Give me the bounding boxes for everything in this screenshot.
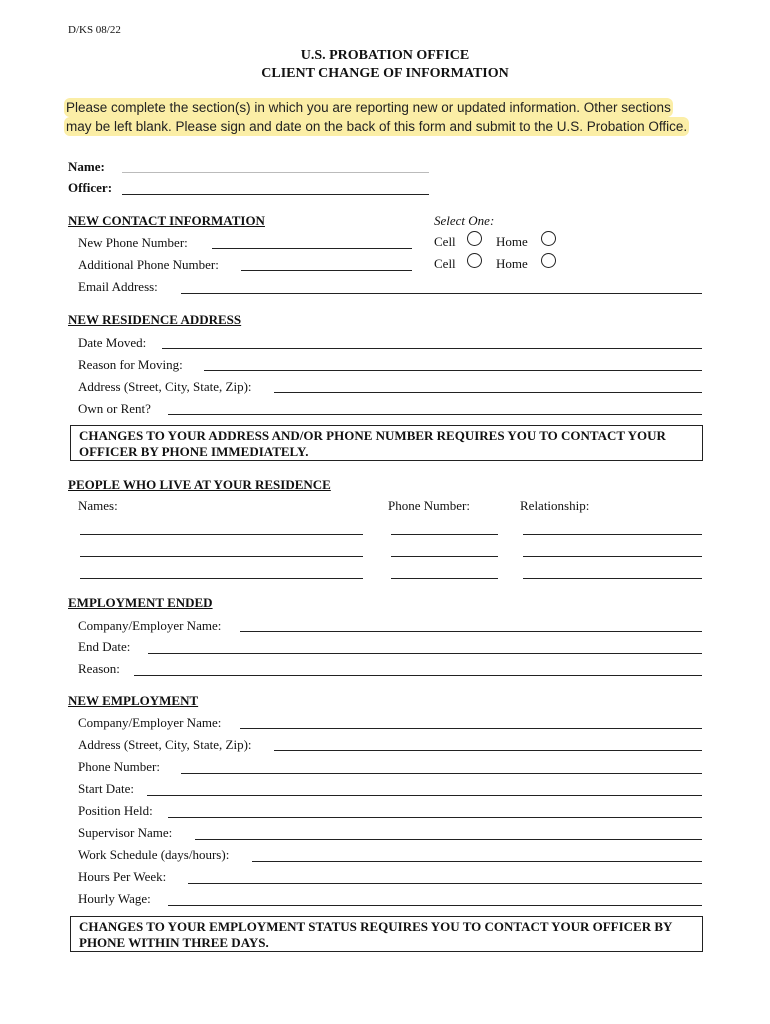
residence-address-label: Address (Street, City, State, Zip): [78,379,252,394]
people-relationship-label: Relationship: [520,498,590,513]
resident-phone-field-2[interactable] [391,556,498,557]
residence-heading: NEW RESIDENCE ADDRESS [68,312,242,327]
address-warning-box: CHANGES TO YOUR ADDRESS AND/OR PHONE NUMBER REQUIRES YOU TO CONTACT YOUR OFFICER BY PHONE IMMEDIATELY. [70,425,703,461]
office-title: U.S. PROBATION OFFICE [300,48,470,63]
instructions-line-2: may be left blank. Please sign and date on the back of this form and submit to the U.S. Probation Office. [66,119,688,134]
reason-moving-field[interactable] [204,370,702,371]
instructions-notice [66,98,706,136]
form-code: D/KS 08/22 [68,24,121,36]
employer-address-label: Address (Street, City, State, Zip): [78,737,252,752]
resident-relationship-field-3[interactable] [523,578,702,579]
additional-phone-label: Additional Phone Number: [78,257,219,272]
new-company-field[interactable] [240,728,702,729]
instructions-line-1: Please complete the section(s) in which you are reporting new or updated information. Other sections [66,100,671,115]
home-radio-2[interactable] [541,253,556,268]
officer-field[interactable] [122,194,429,195]
hours-field[interactable] [188,883,702,884]
wage-field[interactable] [168,905,702,906]
resident-name-field-1[interactable] [80,534,363,535]
resident-name-field-2[interactable] [80,556,363,557]
resident-name-field-3[interactable] [80,578,363,579]
cell-label-1: Cell [434,234,456,249]
employer-address-field[interactable] [274,750,702,751]
supervisor-field[interactable] [195,839,702,840]
employment-ended-heading: EMPLOYMENT ENDED [68,595,213,610]
cell-label-2: Cell [434,256,456,271]
resident-relationship-field-2[interactable] [523,556,702,557]
start-date-field[interactable] [147,795,702,796]
date-moved-field[interactable] [162,348,702,349]
new-company-label: Company/Employer Name: [78,715,222,730]
email-label: Email Address: [78,279,158,294]
new-phone-field[interactable] [212,248,412,249]
own-rent-label: Own or Rent? [78,401,151,416]
resident-phone-field-1[interactable] [391,534,498,535]
schedule-label: Work Schedule (days/hours): [78,847,230,862]
hours-label: Hours Per Week: [78,869,167,884]
date-moved-label: Date Moved: [78,335,147,350]
residence-address-field[interactable] [274,392,702,393]
name-label: Name: [68,159,105,174]
home-label-2: Home [496,256,528,271]
home-label-1: Home [496,234,528,249]
cell-radio-2[interactable] [467,253,482,268]
ended-reason-label: Reason: [78,661,120,676]
end-date-field[interactable] [148,653,702,654]
people-phone-label: Phone Number: [388,498,470,513]
reason-moving-label: Reason for Moving: [78,357,183,372]
name-field[interactable] [122,172,429,173]
ended-company-field[interactable] [240,631,702,632]
start-date-label: Start Date: [78,781,134,796]
home-radio-1[interactable] [541,231,556,246]
resident-phone-field-3[interactable] [391,578,498,579]
employer-phone-field[interactable] [181,773,702,774]
own-rent-field[interactable] [168,414,702,415]
supervisor-label: Supervisor Name: [78,825,173,840]
employer-phone-label: Phone Number: [78,759,160,774]
email-field[interactable] [181,293,702,294]
new-employment-heading: NEW EMPLOYMENT [68,693,199,708]
cell-radio-1[interactable] [467,231,482,246]
select-one-label: Select One: [434,213,495,228]
people-heading: PEOPLE WHO LIVE AT YOUR RESIDENCE [68,477,331,492]
officer-label: Officer: [68,180,113,195]
wage-label: Hourly Wage: [78,891,151,906]
end-date-label: End Date: [78,639,131,654]
employment-warning-box: CHANGES TO YOUR EMPLOYMENT STATUS REQUIRES YOU TO CONTACT YOUR OFFICER BY PHONE WITHIN THREE DAYS. [70,916,703,952]
position-label: Position Held: [78,803,153,818]
position-field[interactable] [168,817,702,818]
form-title: CLIENT CHANGE OF INFORMATION [261,66,509,81]
additional-phone-field[interactable] [241,270,412,271]
contact-heading: NEW CONTACT INFORMATION [68,213,265,228]
new-phone-label: New Phone Number: [78,235,188,250]
people-names-label: Names: [78,498,118,513]
ended-company-label: Company/Employer Name: [78,618,222,633]
resident-relationship-field-1[interactable] [523,534,702,535]
ended-reason-field[interactable] [134,675,702,676]
schedule-field[interactable] [252,861,702,862]
